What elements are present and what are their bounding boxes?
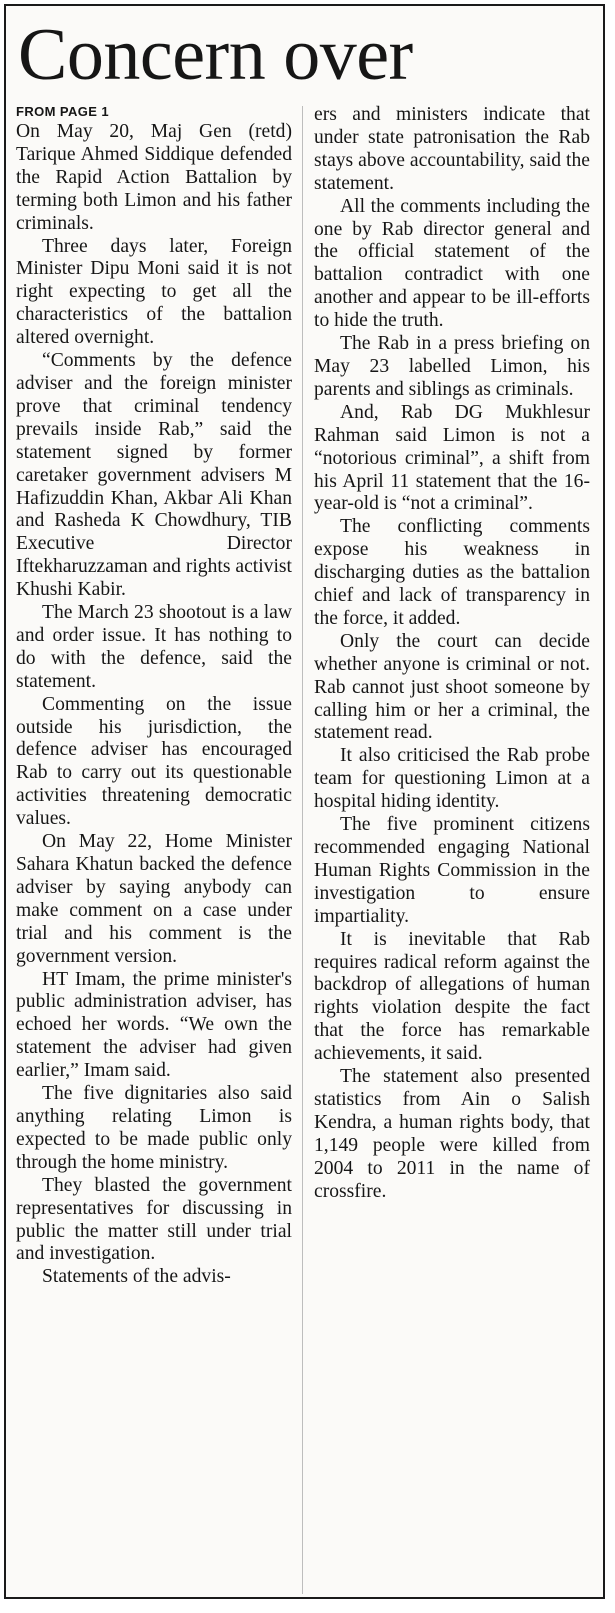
paragraph: They blasted the government representatives for discussing in public the matter still under trial and investigation. — [16, 1174, 292, 1265]
paragraph: It also criticised the Rab probe team for questioning Limon at a hospital hiding identity. — [314, 745, 590, 813]
right-column — [314, 104, 590, 1204]
left-column — [16, 104, 292, 1289]
paragraph: Commenting on the issue outside his jurisdiction, the defence adviser has encouraged Rab to carry out its questionable activities threatening democratic values. — [16, 693, 292, 830]
headline: Concern over — [18, 14, 413, 96]
paragraph: Statements of the advis- — [42, 1266, 231, 1288]
paragraph: The five prominent citizens recommended engaging National Human Rights Commission in the investigation to ensure impartiality. — [314, 814, 590, 927]
paragraph: HT Imam, the prime minister's public administration adviser, has echoed her words. “We own the statement the adviser had given earlier,” Imam said. — [16, 968, 292, 1082]
paragraph: ers and ministers indicate that under state patronisation the Rab stays above accountability, said the statement. — [314, 104, 590, 194]
column-divider — [302, 106, 303, 1594]
paragraph: On May 20, Maj Gen (retd) Tarique Ahmed Siddique defended the Rapid Action Battalion by terming both Limon and his father criminals. — [16, 121, 292, 234]
paragraph: It is inevitable that Rab requires radical reform against the backdrop of allegations of human rights violation despite the fact that the force has remarkable achievements, it said. — [314, 928, 590, 1065]
newspaper-clipping — [4, 4, 605, 1599]
paragraph: Three days later, Foreign Minister Dipu Moni said it is not right expecting to get all the characteristics of the battalion altered overnight. — [16, 235, 292, 349]
paragraph: Only the court can decide whether anyone is criminal or not. Rab cannot just shoot someone by calling him or her a criminal, the statement read. — [314, 630, 590, 744]
paragraph: The five dignitaries also said anything relating Limon is expected to be made public only through the home ministry. — [16, 1083, 292, 1173]
paragraph: On May 22, Home Minister Sahara Khatun backed the defence adviser by saying anybody can make comment on a case under trial and his comment is the government version. — [16, 831, 292, 967]
paragraph: And, Rab DG Mukhlesur Rahman said Limon is not a “notorious criminal”, a shift from his April 11 statement that the 16-year-old is “not a criminal”. — [314, 401, 590, 515]
paragraph: The conflicting comments expose his weakness in discharging duties as the battalion chief and lack of transparency in the force, it added. — [314, 516, 590, 629]
paragraph: The statement also presented statistics from Ain o Salish Kendra, a human rights body, that 1,149 people were killed from 2004 to 2011 in the name of crossfire. — [314, 1066, 590, 1202]
continued-from-label: FROM PAGE 1 — [16, 104, 110, 119]
paragraph: The Rab in a press briefing on May 23 labelled Limon, his parents and siblings as criminals. — [314, 333, 590, 400]
paragraph: “Comments by the defence adviser and the foreign minister prove that criminal tendency prevails inside Rab,” said the statement signed by former caretaker government advisers M Hafizuddin Khan, Akbar Ali Khan and Rasheda K Chowdhury, TIB Executive Director Iftekharuzzaman and rights activist Khushi Kabir. — [16, 350, 292, 601]
paragraph: The March 23 shootout is a law and order issue. It has nothing to do with the defence, said the statement. — [16, 602, 292, 692]
paragraph: All the comments including the one by Rab director general and the official statement of the battalion contradict with one another and appear to be ill-efforts to hide the truth. — [314, 195, 590, 332]
